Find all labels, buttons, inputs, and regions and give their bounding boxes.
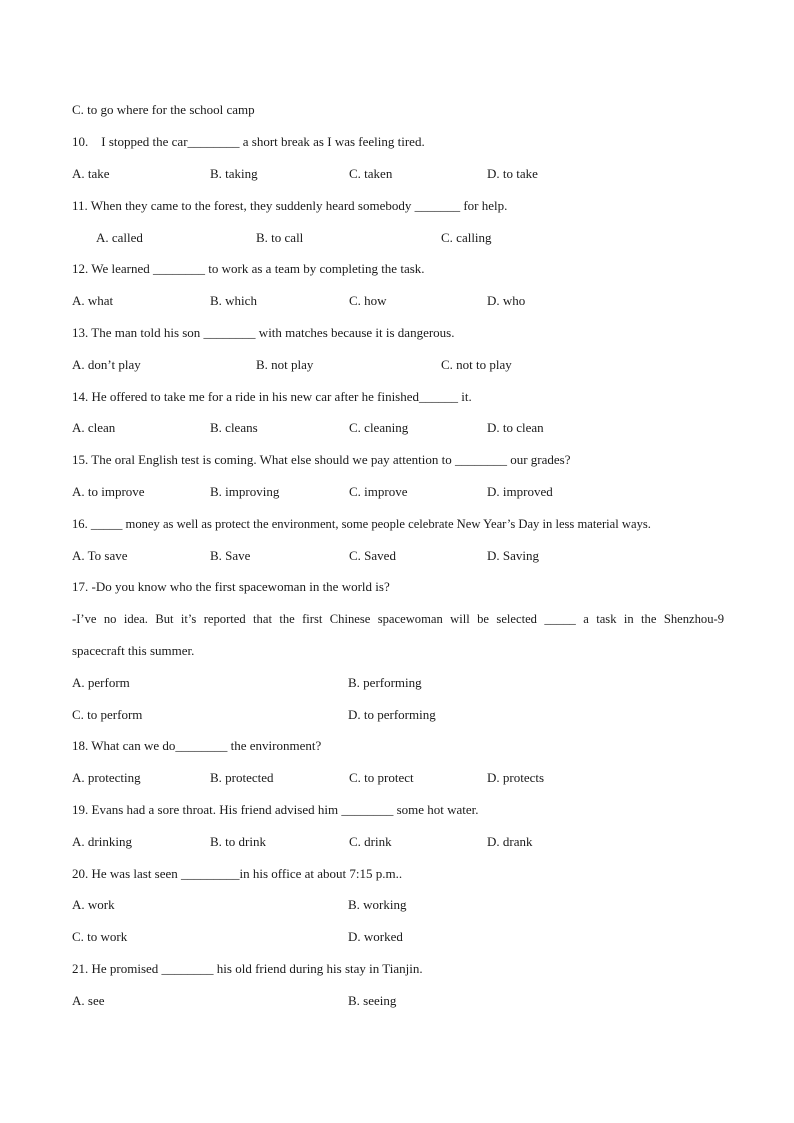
q19-option-a: A. drinking	[72, 834, 132, 849]
q14-option-c: C. cleaning	[349, 420, 409, 435]
q17-stem-question: 17. -Do you know who the first spacewoman in the world is?	[72, 579, 390, 594]
q10-option-c: C. taken	[349, 166, 393, 181]
q18-option-b: B. protected	[210, 770, 274, 785]
q13-option-a: A. don’t play	[72, 357, 141, 372]
q21-option-b: B. seeing	[348, 993, 397, 1008]
q17-options-row2	[72, 706, 724, 724]
q19-option-c: C. drink	[349, 834, 392, 849]
q15-option-a: A. to improve	[72, 484, 145, 499]
q17-option-a: A. perform	[72, 675, 130, 690]
q17-stem-continued: spacecraft this summer.	[72, 643, 195, 658]
q10-options	[72, 165, 724, 183]
q12-stem: 12. We learned ________ to work as a team by completing the task.	[72, 261, 425, 276]
q11-options	[72, 229, 724, 247]
q19-option-d: D. drank	[487, 834, 533, 849]
q18-option-a: A. protecting	[72, 770, 141, 785]
q12-option-d: D. who	[487, 293, 526, 308]
q13-stem: 13. The man told his son ________ with matches because it is dangerous.	[72, 325, 455, 340]
q15-option-b: B. improving	[210, 484, 280, 499]
q20-options-row2	[72, 928, 724, 946]
q12-option-a: A. what	[72, 293, 114, 308]
q12-option-c: C. how	[349, 293, 387, 308]
q15-options	[72, 483, 724, 501]
q11-option-b: B. to call	[256, 230, 304, 245]
q14-option-a: A. clean	[72, 420, 116, 435]
q16-options	[72, 547, 724, 565]
q18-options	[72, 769, 724, 787]
q13-option-c: C. not to play	[441, 357, 512, 372]
q20-options-row1	[72, 896, 724, 914]
q14-options	[72, 419, 724, 437]
q11-option-a: A. called	[96, 230, 143, 245]
q16-option-a: A. To save	[72, 548, 128, 563]
q17-option-c: C. to perform	[72, 707, 143, 722]
q14-option-d: D. to clean	[487, 420, 544, 435]
q11-stem: 11. When they came to the forest, they suddenly heard somebody _______ for help.	[72, 198, 508, 213]
q15-stem: 15. The oral English test is coming. What else should we pay attention to ________ our grades?	[72, 452, 571, 467]
q14-stem: 14. He offered to take me for a ride in his new car after he finished______ it.	[72, 389, 472, 404]
q17-options-row1	[72, 674, 724, 692]
q18-option-c: C. to protect	[349, 770, 414, 785]
q19-options	[72, 833, 724, 851]
q17-option-d: D. to performing	[348, 707, 436, 722]
q17-stem-answer: -I’ve no idea. But it’s reported that the first Chinese spacewoman will be selected _____ a task in the Shenzhou-9	[72, 612, 724, 626]
q21-option-a: A. see	[72, 993, 105, 1008]
q16-stem: 16. _____ money as well as protect the environment, some people celebrate New Year’s Day in less material ways.	[72, 517, 651, 531]
q10-option-d: D. to take	[487, 166, 538, 181]
q20-option-d: D. worked	[348, 929, 403, 944]
q10-stem: 10. I stopped the car________ a short break as I was feeling tired.	[72, 134, 425, 149]
q20-option-b: B. working	[348, 897, 407, 912]
q15-option-d: D. improved	[487, 484, 553, 499]
q15-option-c: C. improve	[349, 484, 408, 499]
q20-option-c: C. to work	[72, 929, 128, 944]
q13-option-b: B. not play	[256, 357, 314, 372]
q12-option-b: B. which	[210, 293, 257, 308]
q21-stem: 21. He promised ________ his old friend during his stay in Tianjin.	[72, 961, 423, 976]
q11-option-c: C. calling	[441, 230, 492, 245]
q9-option-c: C. to go where for the school camp	[72, 102, 255, 117]
q14-option-b: B. cleans	[210, 420, 258, 435]
q12-options	[72, 292, 724, 310]
q19-option-b: B. to drink	[210, 834, 266, 849]
q16-option-b: B. Save	[210, 548, 251, 563]
q18-option-d: D. protects	[487, 770, 545, 785]
q13-options	[72, 356, 724, 374]
q21-options	[72, 992, 724, 1010]
q10-option-b: B. taking	[210, 166, 258, 181]
q16-option-c: C. Saved	[349, 548, 396, 563]
q18-stem: 18. What can we do________ the environment?	[72, 738, 322, 753]
q17-option-b: B. performing	[348, 675, 422, 690]
q16-option-d: D. Saving	[487, 548, 539, 563]
q20-option-a: A. work	[72, 897, 115, 912]
q20-stem: 20. He was last seen _________in his office at about 7:15 p.m..	[72, 866, 403, 881]
q19-stem: 19. Evans had a sore throat. His friend advised him ________ some hot water.	[72, 802, 479, 817]
q10-option-a: A. take	[72, 166, 110, 181]
